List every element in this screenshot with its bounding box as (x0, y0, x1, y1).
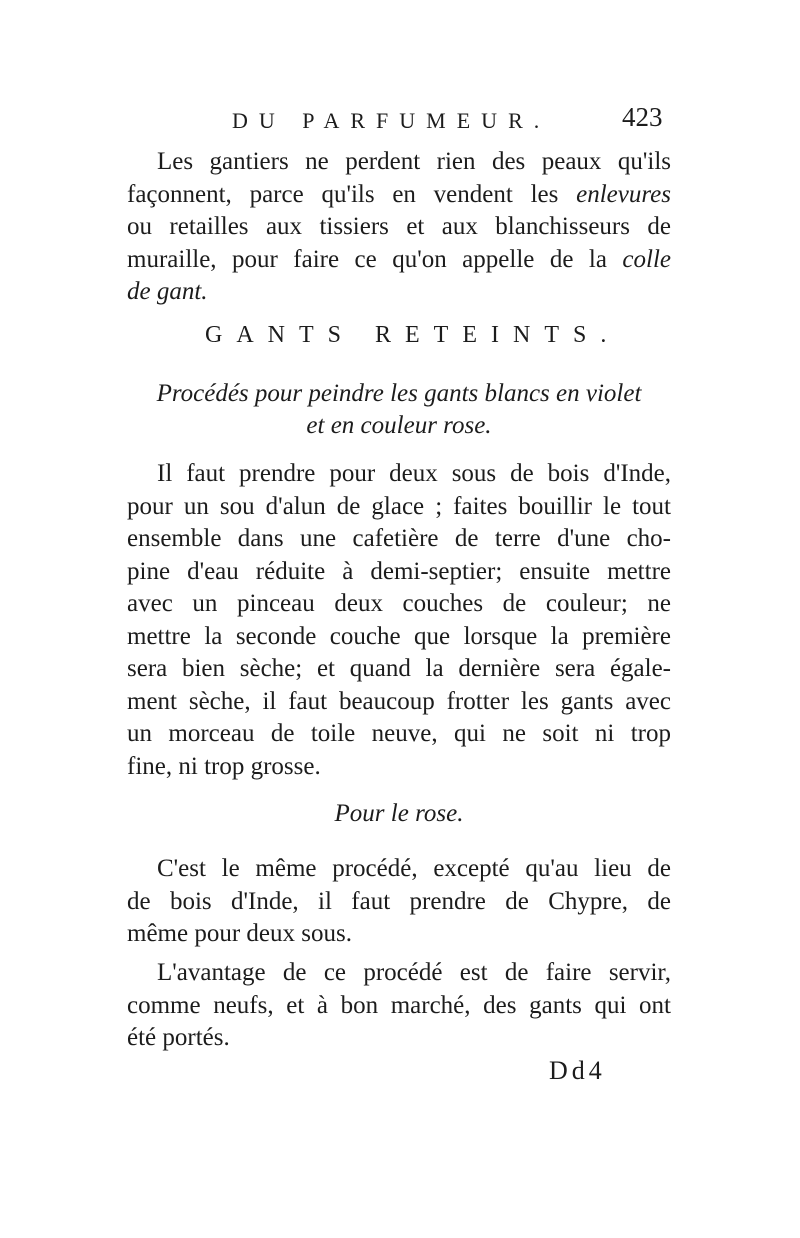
violet-paragraph (127, 458, 671, 783)
text-line: ensemble dans une cafetière de terre d'une cho- (127, 525, 671, 552)
italic-term: colle (622, 245, 671, 273)
text-line: Il faut prendre pour deux sous de bois d'Inde, (157, 460, 671, 487)
page-number: 423 (622, 102, 663, 132)
text-line: mettre la seconde couche que lorsque la première (127, 622, 671, 650)
text-fragment: muraille, pour faire ce qu'on appelle de la (127, 245, 607, 273)
text-line: ment sèche, il faut beaucoup frotter les gants avec (127, 687, 671, 715)
text-line: avec un pinceau deux couches de couleur; ne (127, 590, 671, 617)
text-line: ou retailles aux tissiers et aux blanchisseurs de (127, 213, 671, 240)
running-head: DU PARFUMEUR. (232, 108, 551, 133)
text-line: Les gantiers ne perdent rien des peaux qu'ils (157, 148, 671, 175)
text-line: été portés. (127, 1024, 230, 1051)
intro-paragraph (127, 146, 671, 309)
text-line (127, 276, 671, 309)
italic-term: de gant. (127, 278, 208, 305)
signature-mark: Dd4 (549, 1056, 606, 1085)
rose-paragraph-2 (127, 957, 671, 1055)
section-subtitle (127, 378, 671, 442)
rose-paragraph-1 (127, 853, 671, 951)
text-line: sera bien sèche; et quand la dernière sera égale- (127, 655, 671, 682)
text-line (127, 244, 671, 277)
italic-term: enlevures (576, 180, 671, 208)
text-line: pour un sou d'alun de glace ; faites bouillir le tout (127, 492, 671, 520)
text-line (127, 179, 671, 212)
text-line: C'est le même procédé, excepté qu'au lieu de (157, 855, 671, 882)
text-line: un morceau de toile neuve, qui ne soit ni trop (127, 720, 671, 747)
text-line: pine d'eau réduite à demi-septier; ensuite mettre (127, 557, 671, 585)
text-line: de bois d'Inde, il faut prendre de Chypre, de (127, 887, 671, 915)
text-line: fine, ni trop grosse. (127, 752, 321, 780)
subtitle-line: et en couleur rose. (306, 412, 492, 439)
text-fragment: façonnent, parce qu'ils en vendent les (127, 180, 559, 208)
text-line: même pour deux sous. (127, 920, 352, 947)
section-title: GANTS RETEINTS. (205, 322, 621, 348)
rose-heading: Pour le rose. (334, 800, 464, 827)
subtitle-line: Procédés pour peindre les gants blancs en violet (156, 380, 642, 407)
text-line: comme neufs, et à bon marché, des gants qui ont (127, 991, 671, 1019)
text-line: L'avantage de ce procédé est de faire servir, (157, 959, 671, 986)
